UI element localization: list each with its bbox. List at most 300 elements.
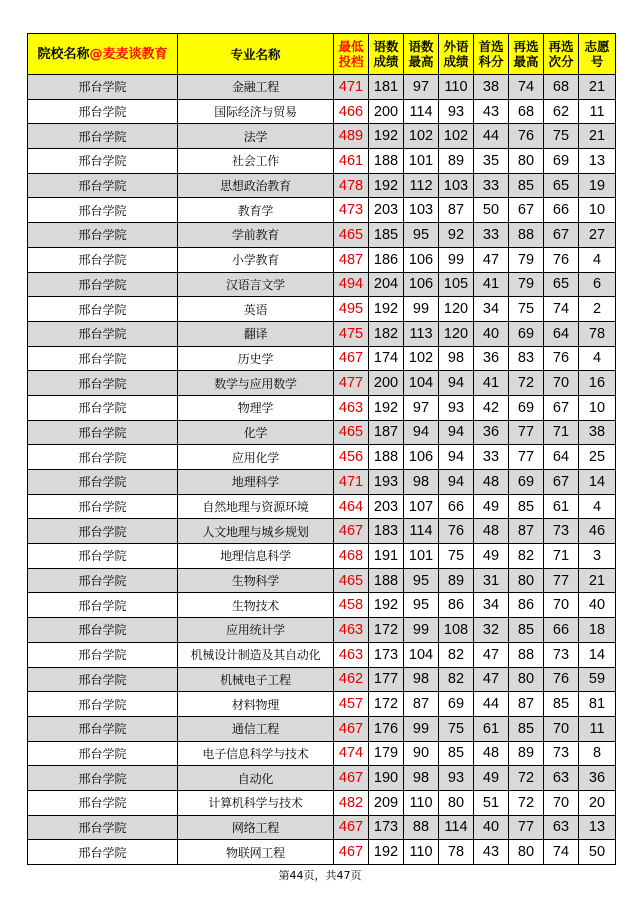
cell-chinese-math-score: 173 <box>369 642 404 667</box>
header-wish-number-line1: 志愿 <box>584 39 610 54</box>
cell-reselect-max: 67 <box>509 198 544 223</box>
cell-foreign-language-score: 120 <box>439 297 474 322</box>
cell-reselect-max: 85 <box>509 173 544 198</box>
cell-foreign-language-score: 87 <box>439 198 474 223</box>
cell-reselect-second: 67 <box>544 223 579 248</box>
cell-chinese-math-score: 186 <box>369 247 404 272</box>
cell-chinese-math-score: 172 <box>369 618 404 643</box>
cell-first-choice-score: 44 <box>474 692 509 717</box>
table-row <box>28 840 616 865</box>
table-row <box>28 346 616 371</box>
table-row <box>28 692 616 717</box>
cell-foreign-language-score: 98 <box>439 346 474 371</box>
cell-first-choice-score: 42 <box>474 395 509 420</box>
cell-wish-number: 4 <box>579 494 616 519</box>
cell-foreign-language-score: 85 <box>439 741 474 766</box>
cell-major: 学前教育 <box>178 223 334 248</box>
cell-reselect-max: 72 <box>509 790 544 815</box>
cell-reselect-second: 65 <box>544 272 579 297</box>
cell-reselect-second: 71 <box>544 420 579 445</box>
header-wish-number <box>579 34 616 75</box>
cell-wish-number: 14 <box>579 470 616 495</box>
cell-min-score: 465 <box>334 568 369 593</box>
cell-school: 邢台学院 <box>28 716 178 741</box>
cell-foreign-language-score: 86 <box>439 593 474 618</box>
cell-reselect-max: 69 <box>509 470 544 495</box>
cell-school: 邢台学院 <box>28 840 178 865</box>
cell-reselect-max: 80 <box>509 840 544 865</box>
cell-school: 邢台学院 <box>28 445 178 470</box>
cell-chinese-math-max: 88 <box>404 815 439 840</box>
cell-first-choice-score: 47 <box>474 642 509 667</box>
cell-wish-number: 38 <box>579 420 616 445</box>
cell-reselect-second: 74 <box>544 297 579 322</box>
cell-major: 教育学 <box>178 198 334 223</box>
cell-school: 邢台学院 <box>28 642 178 667</box>
cell-reselect-max: 68 <box>509 99 544 124</box>
cell-school: 邢台学院 <box>28 470 178 495</box>
cell-first-choice-score: 47 <box>474 247 509 272</box>
cell-wish-number: 18 <box>579 618 616 643</box>
cell-reselect-second: 66 <box>544 618 579 643</box>
cell-foreign-language-score: 82 <box>439 642 474 667</box>
table-row <box>28 716 616 741</box>
cell-chinese-math-score: 209 <box>369 790 404 815</box>
cell-reselect-second: 63 <box>544 815 579 840</box>
cell-major: 通信工程 <box>178 716 334 741</box>
cell-min-score: 456 <box>334 445 369 470</box>
cell-first-choice-score: 50 <box>474 198 509 223</box>
page-footer: 第44页，共47页 <box>278 869 362 882</box>
cell-foreign-language-score: 93 <box>439 99 474 124</box>
header-reselect-max-line1: 再选 <box>513 39 539 54</box>
cell-chinese-math-max: 94 <box>404 420 439 445</box>
cell-min-score: 463 <box>334 618 369 643</box>
cell-first-choice-score: 32 <box>474 618 509 643</box>
cell-wish-number: 4 <box>579 346 616 371</box>
cell-reselect-second: 61 <box>544 494 579 519</box>
cell-reselect-second: 85 <box>544 692 579 717</box>
cell-wish-number: 11 <box>579 716 616 741</box>
cell-first-choice-score: 48 <box>474 519 509 544</box>
cell-min-score: 461 <box>334 149 369 174</box>
header-major-name: 专业名称 <box>178 34 334 75</box>
cell-major: 人文地理与城乡规划 <box>178 519 334 544</box>
cell-school: 邢台学院 <box>28 544 178 569</box>
cell-wish-number: 13 <box>579 149 616 174</box>
table-row <box>28 395 616 420</box>
table-row <box>28 297 616 322</box>
header-chinese-math-max-line2: 最高 <box>408 54 434 69</box>
cell-foreign-language-score: 69 <box>439 692 474 717</box>
cell-chinese-math-max: 104 <box>404 371 439 396</box>
cell-school: 邢台学院 <box>28 297 178 322</box>
table-row <box>28 568 616 593</box>
cell-reselect-second: 62 <box>544 99 579 124</box>
cell-wish-number: 4 <box>579 247 616 272</box>
cell-school: 邢台学院 <box>28 568 178 593</box>
cell-min-score: 467 <box>334 519 369 544</box>
cell-reselect-second: 73 <box>544 741 579 766</box>
cell-reselect-second: 68 <box>544 75 579 100</box>
cell-major: 物理学 <box>178 395 334 420</box>
cell-first-choice-score: 34 <box>474 593 509 618</box>
cell-reselect-max: 72 <box>509 371 544 396</box>
cell-chinese-math-score: 177 <box>369 667 404 692</box>
cell-chinese-math-score: 190 <box>369 766 404 791</box>
cell-major: 应用化学 <box>178 445 334 470</box>
cell-foreign-language-score: 114 <box>439 815 474 840</box>
cell-school: 邢台学院 <box>28 593 178 618</box>
cell-school: 邢台学院 <box>28 741 178 766</box>
cell-wish-number: 10 <box>579 198 616 223</box>
cell-reselect-second: 67 <box>544 395 579 420</box>
cell-reselect-max: 69 <box>509 395 544 420</box>
table-row <box>28 173 616 198</box>
cell-reselect-max: 79 <box>509 272 544 297</box>
cell-min-score: 467 <box>334 766 369 791</box>
cell-wish-number: 50 <box>579 840 616 865</box>
cell-min-score: 465 <box>334 420 369 445</box>
cell-reselect-max: 80 <box>509 667 544 692</box>
cell-chinese-math-max: 104 <box>404 642 439 667</box>
cell-reselect-second: 64 <box>544 321 579 346</box>
header-reselect-second <box>544 34 579 75</box>
cell-first-choice-score: 43 <box>474 99 509 124</box>
cell-reselect-max: 80 <box>509 568 544 593</box>
table-row <box>28 420 616 445</box>
cell-reselect-max: 72 <box>509 766 544 791</box>
cell-foreign-language-score: 89 <box>439 568 474 593</box>
table-row <box>28 766 616 791</box>
cell-major: 历史学 <box>178 346 334 371</box>
cell-wish-number: 21 <box>579 75 616 100</box>
cell-reselect-max: 87 <box>509 519 544 544</box>
cell-major: 翻译 <box>178 321 334 346</box>
cell-chinese-math-score: 172 <box>369 692 404 717</box>
cell-foreign-language-score: 82 <box>439 667 474 692</box>
header-first-choice-score <box>474 34 509 75</box>
cell-chinese-math-max: 103 <box>404 198 439 223</box>
cell-chinese-math-max: 98 <box>404 766 439 791</box>
cell-school: 邢台学院 <box>28 272 178 297</box>
cell-reselect-max: 85 <box>509 716 544 741</box>
cell-reselect-max: 82 <box>509 544 544 569</box>
cell-school: 邢台学院 <box>28 149 178 174</box>
cell-first-choice-score: 41 <box>474 272 509 297</box>
cell-school: 邢台学院 <box>28 395 178 420</box>
header-reselect-max <box>509 34 544 75</box>
cell-major: 应用统计学 <box>178 618 334 643</box>
cell-chinese-math-max: 112 <box>404 173 439 198</box>
header-foreign-language-score <box>439 34 474 75</box>
header-chinese-math-score-line1: 语数 <box>373 39 399 54</box>
cell-reselect-second: 77 <box>544 568 579 593</box>
cell-first-choice-score: 34 <box>474 297 509 322</box>
cell-min-score: 466 <box>334 99 369 124</box>
cell-reselect-second: 74 <box>544 840 579 865</box>
cell-min-score: 467 <box>334 716 369 741</box>
cell-min-score: 471 <box>334 75 369 100</box>
cell-chinese-math-max: 107 <box>404 494 439 519</box>
cell-school: 邢台学院 <box>28 198 178 223</box>
cell-school: 邢台学院 <box>28 420 178 445</box>
header-chinese-math-score-line2: 成绩 <box>373 54 399 69</box>
cell-chinese-math-score: 200 <box>369 371 404 396</box>
admission-score-table <box>27 33 616 865</box>
cell-school: 邢台学院 <box>28 247 178 272</box>
cell-chinese-math-score: 182 <box>369 321 404 346</box>
cell-chinese-math-max: 101 <box>404 149 439 174</box>
cell-foreign-language-score: 110 <box>439 75 474 100</box>
cell-reselect-max: 77 <box>509 815 544 840</box>
cell-chinese-math-max: 106 <box>404 445 439 470</box>
table-row <box>28 494 616 519</box>
cell-chinese-math-score: 192 <box>369 297 404 322</box>
table-row <box>28 198 616 223</box>
cell-chinese-math-score: 192 <box>369 173 404 198</box>
cell-min-score: 474 <box>334 741 369 766</box>
cell-wish-number: 20 <box>579 790 616 815</box>
cell-chinese-math-max: 99 <box>404 297 439 322</box>
cell-first-choice-score: 41 <box>474 371 509 396</box>
cell-reselect-second: 76 <box>544 346 579 371</box>
cell-min-score: 494 <box>334 272 369 297</box>
cell-wish-number: 11 <box>579 99 616 124</box>
cell-chinese-math-max: 102 <box>404 124 439 149</box>
cell-chinese-math-score: 192 <box>369 124 404 149</box>
cell-chinese-math-score: 188 <box>369 568 404 593</box>
cell-major: 化学 <box>178 420 334 445</box>
cell-chinese-math-max: 101 <box>404 544 439 569</box>
cell-chinese-math-score: 200 <box>369 99 404 124</box>
cell-reselect-second: 66 <box>544 198 579 223</box>
cell-school: 邢台学院 <box>28 667 178 692</box>
cell-reselect-max: 89 <box>509 741 544 766</box>
cell-min-score: 471 <box>334 470 369 495</box>
cell-school: 邢台学院 <box>28 618 178 643</box>
cell-school: 邢台学院 <box>28 75 178 100</box>
cell-reselect-second: 76 <box>544 667 579 692</box>
cell-chinese-math-max: 95 <box>404 568 439 593</box>
cell-min-score: 495 <box>334 297 369 322</box>
cell-wish-number: 81 <box>579 692 616 717</box>
cell-chinese-math-score: 173 <box>369 815 404 840</box>
cell-first-choice-score: 31 <box>474 568 509 593</box>
cell-wish-number: 13 <box>579 815 616 840</box>
cell-foreign-language-score: 99 <box>439 247 474 272</box>
header-chinese-math-max-line1: 语数 <box>408 39 434 54</box>
table-row <box>28 272 616 297</box>
cell-wish-number: 78 <box>579 321 616 346</box>
table-row <box>28 223 616 248</box>
cell-reselect-second: 69 <box>544 149 579 174</box>
cell-first-choice-score: 43 <box>474 840 509 865</box>
cell-min-score: 482 <box>334 790 369 815</box>
cell-chinese-math-score: 203 <box>369 198 404 223</box>
cell-foreign-language-score: 66 <box>439 494 474 519</box>
table-header-row <box>28 34 616 75</box>
cell-chinese-math-max: 106 <box>404 272 439 297</box>
cell-major: 国际经济与贸易 <box>178 99 334 124</box>
cell-wish-number: 59 <box>579 667 616 692</box>
header-reselect-max-line2: 最高 <box>513 54 539 69</box>
table-row <box>28 149 616 174</box>
table-row <box>28 321 616 346</box>
header-foreign-language-line1: 外语 <box>443 39 469 54</box>
cell-wish-number: 2 <box>579 297 616 322</box>
cell-min-score: 467 <box>334 815 369 840</box>
cell-major: 汉语言文学 <box>178 272 334 297</box>
cell-min-score: 458 <box>334 593 369 618</box>
cell-first-choice-score: 44 <box>474 124 509 149</box>
cell-min-score: 463 <box>334 642 369 667</box>
cell-first-choice-score: 35 <box>474 149 509 174</box>
cell-first-choice-score: 36 <box>474 420 509 445</box>
cell-reselect-max: 75 <box>509 297 544 322</box>
cell-foreign-language-score: 102 <box>439 124 474 149</box>
cell-wish-number: 25 <box>579 445 616 470</box>
cell-major: 电子信息科学与技术 <box>178 741 334 766</box>
header-first-choice-line2: 科分 <box>478 54 504 69</box>
table-body <box>28 75 616 865</box>
cell-chinese-math-max: 87 <box>404 692 439 717</box>
cell-chinese-math-score: 179 <box>369 741 404 766</box>
cell-foreign-language-score: 120 <box>439 321 474 346</box>
cell-first-choice-score: 49 <box>474 494 509 519</box>
cell-chinese-math-max: 114 <box>404 519 439 544</box>
cell-chinese-math-max: 110 <box>404 840 439 865</box>
cell-chinese-math-score: 188 <box>369 445 404 470</box>
cell-chinese-math-max: 90 <box>404 741 439 766</box>
cell-major: 自动化 <box>178 766 334 791</box>
cell-chinese-math-max: 97 <box>404 75 439 100</box>
cell-chinese-math-score: 204 <box>369 272 404 297</box>
cell-chinese-math-score: 191 <box>369 544 404 569</box>
cell-reselect-second: 70 <box>544 371 579 396</box>
cell-wish-number: 14 <box>579 642 616 667</box>
table-row <box>28 519 616 544</box>
cell-foreign-language-score: 93 <box>439 395 474 420</box>
cell-reselect-max: 87 <box>509 692 544 717</box>
cell-reselect-max: 83 <box>509 346 544 371</box>
table-row <box>28 470 616 495</box>
cell-chinese-math-score: 188 <box>369 149 404 174</box>
cell-reselect-second: 63 <box>544 766 579 791</box>
cell-reselect-second: 73 <box>544 642 579 667</box>
table-row <box>28 371 616 396</box>
cell-chinese-math-max: 99 <box>404 618 439 643</box>
cell-reselect-second: 70 <box>544 716 579 741</box>
cell-first-choice-score: 33 <box>474 223 509 248</box>
cell-chinese-math-score: 187 <box>369 420 404 445</box>
cell-school: 邢台学院 <box>28 99 178 124</box>
table-row <box>28 667 616 692</box>
cell-foreign-language-score: 108 <box>439 618 474 643</box>
cell-school: 邢台学院 <box>28 124 178 149</box>
cell-reselect-second: 64 <box>544 445 579 470</box>
cell-min-score: 477 <box>334 371 369 396</box>
table-row <box>28 741 616 766</box>
cell-min-score: 463 <box>334 395 369 420</box>
cell-major: 材料物理 <box>178 692 334 717</box>
cell-reselect-max: 77 <box>509 445 544 470</box>
cell-chinese-math-max: 98 <box>404 667 439 692</box>
header-school-prefix: 院校名称 <box>37 46 90 62</box>
table-row <box>28 593 616 618</box>
header-chinese-math-score <box>369 34 404 75</box>
cell-min-score: 478 <box>334 173 369 198</box>
cell-foreign-language-score: 103 <box>439 173 474 198</box>
cell-foreign-language-score: 75 <box>439 716 474 741</box>
cell-foreign-language-score: 94 <box>439 371 474 396</box>
header-first-choice-line1: 首选 <box>478 39 504 54</box>
cell-wish-number: 19 <box>579 173 616 198</box>
cell-first-choice-score: 40 <box>474 321 509 346</box>
cell-foreign-language-score: 105 <box>439 272 474 297</box>
cell-min-score: 489 <box>334 124 369 149</box>
cell-chinese-math-score: 192 <box>369 395 404 420</box>
cell-foreign-language-score: 76 <box>439 519 474 544</box>
cell-major: 地理信息科学 <box>178 544 334 569</box>
cell-school: 邢台学院 <box>28 321 178 346</box>
cell-reselect-max: 76 <box>509 124 544 149</box>
cell-chinese-math-max: 110 <box>404 790 439 815</box>
cell-chinese-math-max: 95 <box>404 593 439 618</box>
cell-chinese-math-score: 185 <box>369 223 404 248</box>
cell-min-score: 467 <box>334 346 369 371</box>
table-row <box>28 124 616 149</box>
cell-first-choice-score: 40 <box>474 815 509 840</box>
cell-chinese-math-max: 114 <box>404 99 439 124</box>
table-row <box>28 790 616 815</box>
table-row <box>28 75 616 100</box>
cell-first-choice-score: 33 <box>474 173 509 198</box>
cell-first-choice-score: 36 <box>474 346 509 371</box>
cell-reselect-second: 70 <box>544 593 579 618</box>
cell-reselect-max: 74 <box>509 75 544 100</box>
cell-major: 地理科学 <box>178 470 334 495</box>
cell-chinese-math-max: 97 <box>404 395 439 420</box>
cell-school: 邢台学院 <box>28 815 178 840</box>
cell-school: 邢台学院 <box>28 494 178 519</box>
cell-foreign-language-score: 92 <box>439 223 474 248</box>
cell-min-score: 473 <box>334 198 369 223</box>
header-brand: @麦麦谈教育 <box>89 46 168 62</box>
header-chinese-math-max <box>404 34 439 75</box>
cell-foreign-language-score: 89 <box>439 149 474 174</box>
cell-chinese-math-score: 192 <box>369 593 404 618</box>
cell-major: 机械电子工程 <box>178 667 334 692</box>
cell-wish-number: 10 <box>579 395 616 420</box>
cell-wish-number: 36 <box>579 766 616 791</box>
cell-chinese-math-score: 176 <box>369 716 404 741</box>
cell-foreign-language-score: 80 <box>439 790 474 815</box>
cell-school: 邢台学院 <box>28 790 178 815</box>
cell-school: 邢台学院 <box>28 692 178 717</box>
header-reselect-second-line1: 再选 <box>548 39 574 54</box>
cell-school: 邢台学院 <box>28 346 178 371</box>
cell-reselect-max: 77 <box>509 420 544 445</box>
cell-school: 邢台学院 <box>28 766 178 791</box>
header-school-name <box>28 34 178 75</box>
cell-reselect-second: 65 <box>544 173 579 198</box>
cell-chinese-math-max: 113 <box>404 321 439 346</box>
header-wish-number-line2: 号 <box>590 54 604 69</box>
cell-first-choice-score: 51 <box>474 790 509 815</box>
cell-wish-number: 6 <box>579 272 616 297</box>
cell-wish-number: 21 <box>579 124 616 149</box>
